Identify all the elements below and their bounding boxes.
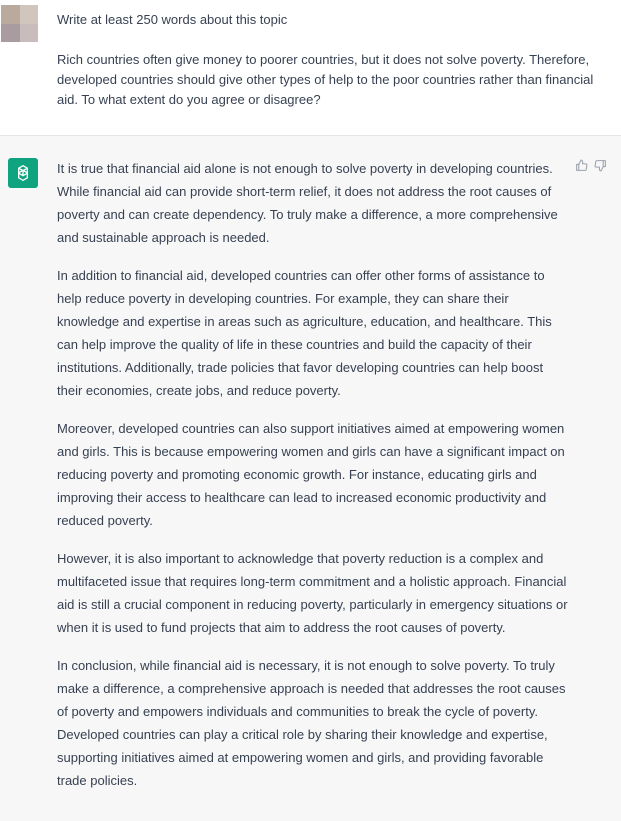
user-message xyxy=(0,0,621,136)
feedback-buttons xyxy=(574,158,607,172)
user-question: Rich countries often give money to poorer countries, but it does not solve poverty. Therefore, developed countries should give other types of help to the poor countries rather than financial aid. To what extent do you agree or disagree? xyxy=(57,52,594,107)
answer-paragraph: In addition to financial aid, developed countries can offer other forms of assistance to help reduce poverty in developing countries. For example, they can share their knowledge and expertise in areas such as agriculture, education, and healthcare. This can help improve the quality of life in these countries and build the capacity of their institutions. Additionally, trade policies that favor developing countries can help boost their economies, create jobs, and reduce poverty. xyxy=(57,268,552,398)
user-message-text xyxy=(57,10,597,110)
thumbs-up-icon[interactable] xyxy=(574,158,588,172)
answer-paragraph: Moreover, developed countries can also support initiatives aimed at empowering women and girls. This is because empowering women and girls can have a significant impact on reducing poverty and promoting economic growth. For instance, educating girls and improving their access to healthcare can lead to increased economic productivity and reduced poverty. xyxy=(57,421,565,528)
thumbs-down-icon[interactable] xyxy=(593,158,607,172)
answer-paragraph: However, it is also important to acknowledge that poverty reduction is a complex and multifaceted issue that requires long-term commitment and a holistic approach. Financial aid is still a crucial component in reducing poverty, particularly in emergency situations or when it is used to fund projects that aim to address the root causes of poverty. xyxy=(57,551,568,635)
answer-paragraph: In conclusion, while financial aid is necessary, it is not enough to solve poverty. To truly make a difference, a comprehensive approach is needed that addresses the root causes of poverty and empowers individuals and communities to break the cycle of poverty. Developed countries can play a critical role by sharing their knowledge and expertise, supporting initiatives aimed at empowering women and girls, and providing favorable trade policies. xyxy=(57,658,566,788)
answer-paragraph: It is true that financial aid alone is not enough to solve poverty in developing countries. While financial aid can provide short-term relief, it does not address the root causes of poverty and can create dependency. To truly make a difference, a more comprehensive and sustainable approach is needed. xyxy=(57,161,558,245)
user-prompt-line: Write at least 250 words about this topic xyxy=(57,12,288,27)
assistant-message-text xyxy=(57,157,569,807)
chatgpt-logo-icon xyxy=(8,158,38,188)
user-avatar xyxy=(1,5,38,42)
assistant-message xyxy=(0,136,621,821)
